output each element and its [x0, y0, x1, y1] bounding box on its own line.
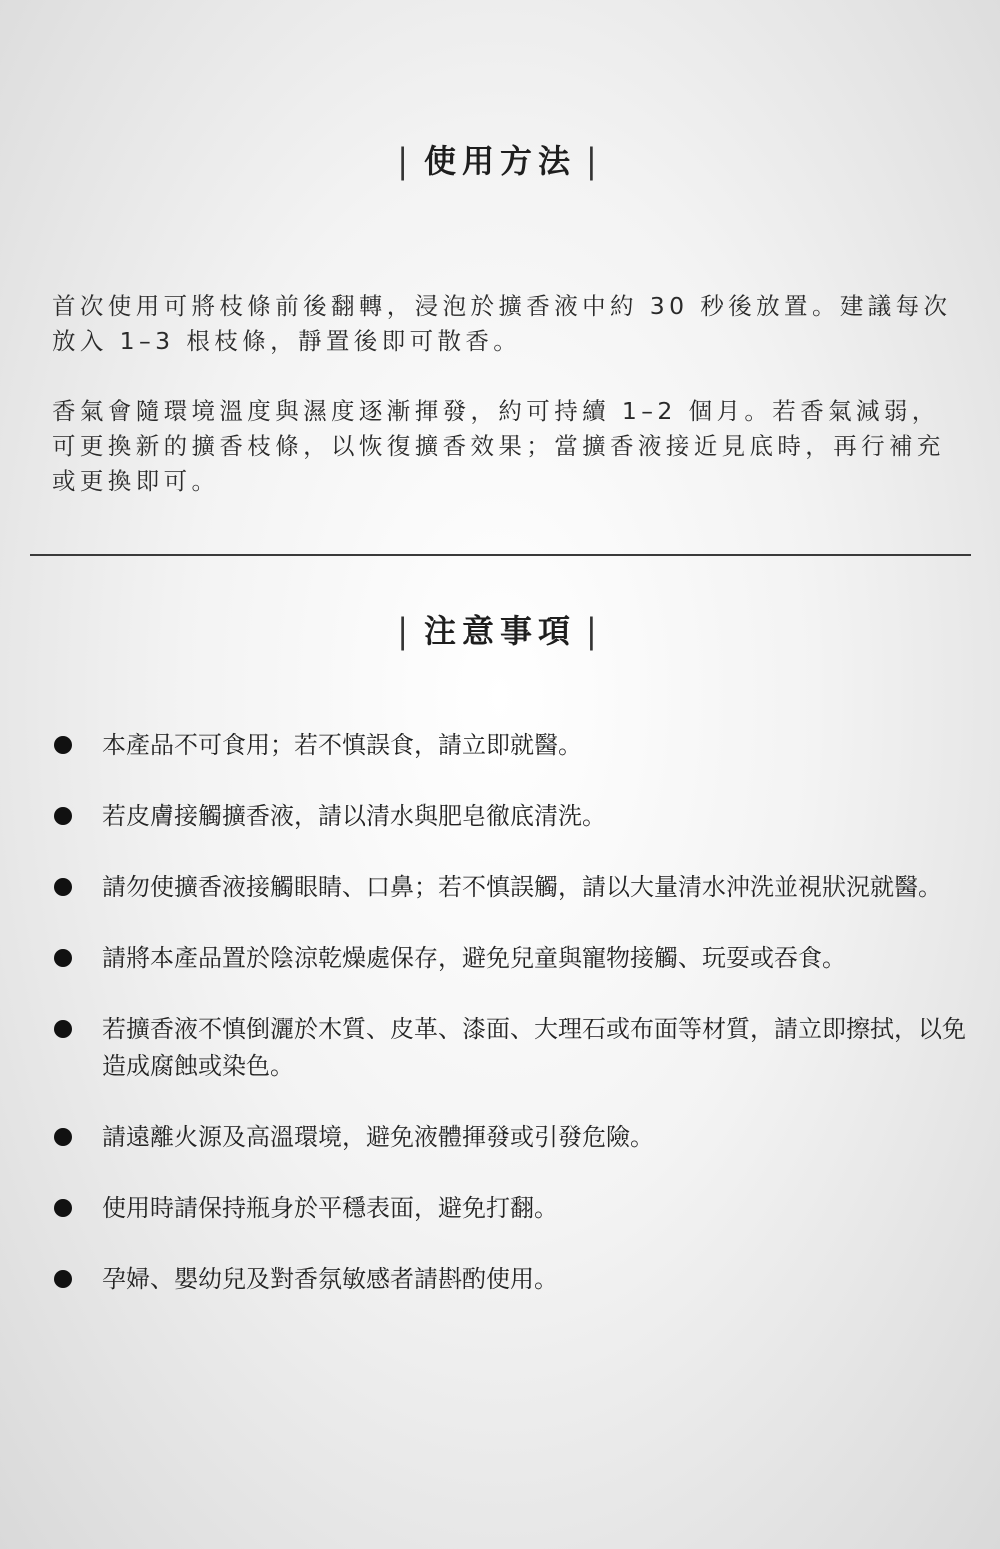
- title-bar-left: |: [397, 141, 414, 181]
- notice-item-text: 若擴香液不慎倒灑於木質、皮革、漆面、大理石或布面等材質，請立即擦拭，以免造成腐蝕或染色。: [102, 1015, 966, 1080]
- notice-item: [50, 1119, 980, 1156]
- bullet-dot-icon: [54, 1128, 72, 1146]
- notice-item: [50, 1261, 980, 1298]
- notice-item: [50, 940, 980, 977]
- notice-item-text: 使用時請保持瓶身於平穩表面，避免打翻。: [102, 1194, 558, 1222]
- bullet-dot-icon: [54, 1199, 72, 1217]
- bullet-dot-icon: [54, 736, 72, 754]
- notice-item-text: 請遠離火源及高溫環境，避免液體揮發或引發危險。: [102, 1123, 654, 1151]
- notice-item-text: 請將本產品置於陰涼乾燥處保存，避免兒童與寵物接觸、玩耍或吞食。: [102, 944, 846, 972]
- title-bar-left: |: [397, 611, 414, 651]
- bullet-dot-icon: [54, 1020, 72, 1038]
- usage-paragraph-2: 香氣會隨環境溫度與濕度逐漸揮發，約可持續 1–2 個月。若香氣減弱，可更換新的擴香枝條，以恢復擴香效果；當擴香液接近見底時，再行補充或更換即可。: [52, 397, 945, 495]
- notice-section-title: [0, 606, 1000, 652]
- notice-item-text: 請勿使擴香液接觸眼睛、口鼻；若不慎誤觸，請以大量清水沖洗並視狀況就醫。: [102, 873, 942, 901]
- notice-item-text: 本產品不可食用；若不慎誤食，請立即就醫。: [102, 731, 582, 759]
- usage-section-title: [0, 136, 1000, 182]
- notice-item-text: 孕婦、嬰幼兒及對香氛敏感者請斟酌使用。: [102, 1265, 558, 1293]
- usage-title-text: 使用方法: [423, 142, 576, 180]
- bullet-dot-icon: [54, 807, 72, 825]
- bullet-dot-icon: [54, 878, 72, 896]
- notice-item-text: 若皮膚接觸擴香液，請以清水與肥皂徹底清洗。: [102, 802, 606, 830]
- notice-title-text: 注意事項: [423, 612, 576, 650]
- bullet-dot-icon: [54, 1270, 72, 1288]
- section-divider: [30, 554, 971, 556]
- notice-item: [50, 869, 980, 906]
- bullet-dot-icon: [54, 949, 72, 967]
- usage-paragraph-1: 首次使用可將枝條前後翻轉，浸泡於擴香液中約 30 秒後放置。建議每次放入 1–3 根枝條，靜置後即可散香。: [52, 292, 952, 355]
- title-bar-right: |: [586, 611, 603, 651]
- notice-item: [50, 1190, 980, 1227]
- notice-list: [50, 727, 980, 1332]
- notice-item: [50, 727, 980, 764]
- usage-instructions: [52, 254, 952, 534]
- title-bar-right: |: [586, 141, 603, 181]
- notice-item: [50, 1011, 980, 1085]
- notice-item: [50, 798, 980, 835]
